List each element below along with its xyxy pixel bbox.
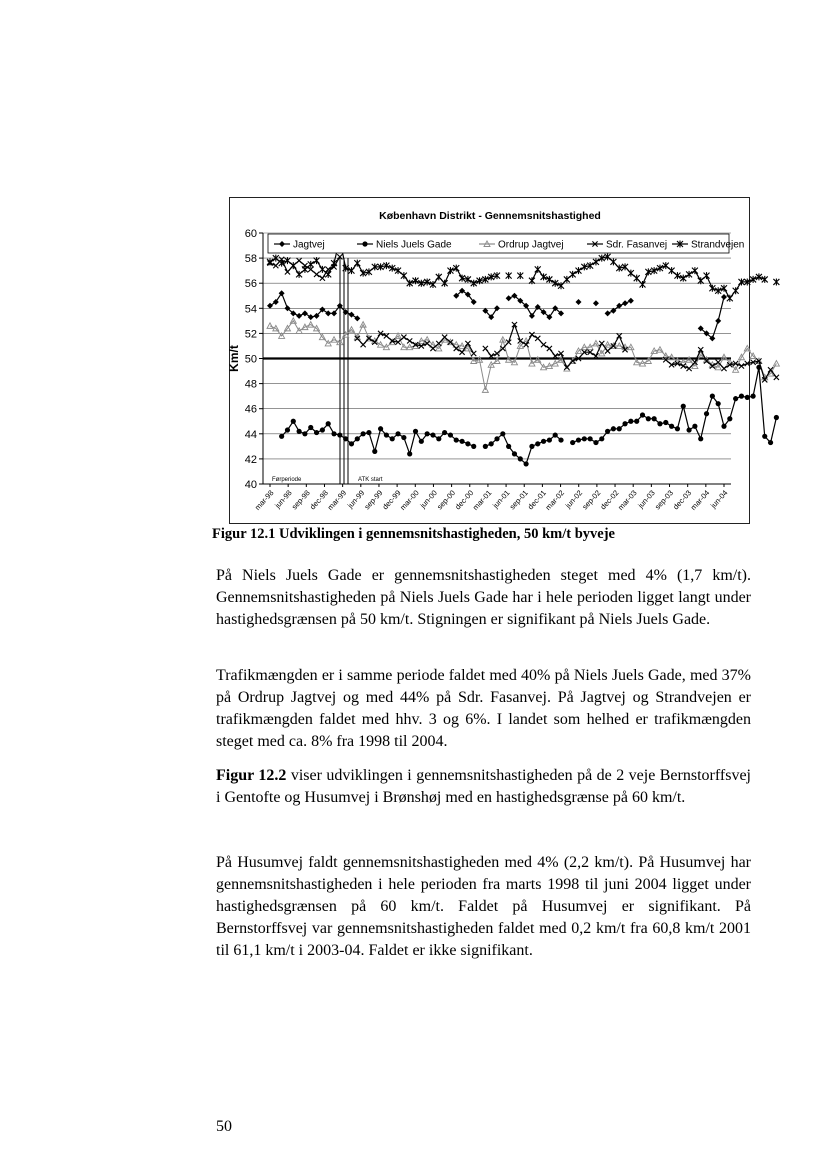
data-point bbox=[366, 430, 371, 435]
data-point bbox=[354, 315, 360, 321]
data-point bbox=[308, 314, 314, 320]
x-tick-label: jun-98 bbox=[273, 488, 294, 510]
data-point bbox=[715, 318, 721, 324]
paragraph-3 bbox=[216, 765, 751, 809]
x-tick-label: jun-03 bbox=[636, 488, 657, 510]
data-point bbox=[558, 282, 564, 289]
data-point bbox=[512, 451, 517, 456]
data-point bbox=[325, 310, 331, 316]
data-point bbox=[628, 270, 634, 277]
data-point bbox=[715, 287, 721, 294]
y-tick-label: 42 bbox=[244, 453, 257, 466]
data-point bbox=[407, 451, 412, 456]
data-point bbox=[326, 421, 331, 426]
y-tick-label: 40 bbox=[244, 479, 257, 491]
data-point bbox=[459, 439, 464, 444]
data-point bbox=[680, 275, 686, 282]
series-line bbox=[701, 297, 724, 338]
data-point bbox=[727, 295, 733, 302]
data-point bbox=[285, 427, 290, 432]
data-point bbox=[622, 421, 627, 426]
data-point bbox=[675, 426, 680, 431]
data-point bbox=[267, 258, 273, 265]
y-tick-label: 56 bbox=[244, 278, 257, 291]
data-point bbox=[774, 375, 779, 380]
y-axis-label: Km/t bbox=[227, 345, 241, 372]
data-point bbox=[506, 272, 512, 279]
paragraph-2: Trafikmængden er i samme periode faldet med 40% på Niels Juels Gade, med 37% på Ordrup Jagtvej og med 44% på Sdr. Fasanvej. På Jagtvej og Strandvejen er trafikmængden faldet med hhv. 3 og 6%. I landet som helhed er trafikmængden steget med ca. 8% fra 1998 til 2004. bbox=[216, 667, 751, 750]
data-point bbox=[308, 261, 314, 268]
data-point bbox=[576, 437, 581, 442]
data-point bbox=[529, 444, 534, 449]
data-point bbox=[657, 421, 662, 426]
data-point bbox=[395, 431, 400, 436]
data-point bbox=[343, 436, 348, 441]
data-point bbox=[459, 350, 464, 355]
paragraph-4: På Husumvej faldt gennemsnitshastigheden med 4% (2,2 km/t). På Husumvej har gennemsnitshastigheden i hele perioden fra marts 1998 til juni 2004 ligget under hastighedsgrænsen på 60 km/t. Faldet på Husumvej er signifikant. På Bernstorffsvej var gennemsnitshastigheden faldet med 0,2 km/t fra 60,8 km/t 2001 til 61,1 km/t i 2003-04. Faldet er ikke signifikant. bbox=[216, 854, 751, 959]
data-point bbox=[518, 456, 523, 461]
paragraph-3-text: viser udviklingen i gennemsnitshastigheden på de 2 veje Bernstorffsvej i Gentofte og Husumvej i Brønshøj med en hastighedsgrænse på 60 km/t. bbox=[216, 767, 752, 806]
data-point bbox=[768, 440, 773, 445]
data-point bbox=[297, 429, 302, 434]
y-tick-label: 48 bbox=[244, 378, 257, 391]
data-point bbox=[721, 366, 726, 371]
data-point bbox=[739, 394, 744, 399]
data-point bbox=[389, 265, 395, 272]
x-tick-label: mar-04 bbox=[688, 488, 712, 512]
data-point bbox=[372, 449, 377, 454]
data-point bbox=[390, 436, 395, 441]
data-point bbox=[541, 273, 547, 280]
legend-label: Strandvejen bbox=[691, 239, 745, 251]
data-point bbox=[471, 351, 476, 356]
x-tick-label: dec-98 bbox=[307, 488, 330, 512]
data-point bbox=[361, 342, 366, 347]
data-point bbox=[669, 424, 674, 429]
data-point bbox=[663, 420, 668, 425]
data-point bbox=[535, 441, 540, 446]
data-point bbox=[500, 431, 505, 436]
data-point bbox=[413, 277, 419, 284]
x-tick-label: mar-00 bbox=[398, 488, 421, 512]
data-point bbox=[558, 351, 563, 356]
data-point bbox=[500, 346, 505, 351]
data-point bbox=[751, 394, 756, 399]
annotation-pre-period: Førperiode bbox=[272, 477, 302, 483]
data-point bbox=[494, 436, 499, 441]
data-point bbox=[640, 412, 645, 417]
data-point bbox=[302, 431, 307, 436]
x-tick-label: sep-03 bbox=[652, 488, 676, 512]
data-point bbox=[541, 439, 546, 444]
data-point bbox=[302, 310, 308, 316]
data-point bbox=[745, 395, 750, 400]
x-tick-label: dec-03 bbox=[671, 488, 694, 512]
x-tick-label: sep-01 bbox=[507, 488, 530, 512]
data-point bbox=[558, 437, 563, 442]
data-point bbox=[419, 439, 424, 444]
data-point bbox=[483, 444, 488, 449]
data-point bbox=[362, 241, 367, 246]
data-point bbox=[413, 429, 418, 434]
data-point bbox=[517, 272, 523, 279]
x-tick-label: mar-98 bbox=[252, 488, 276, 512]
data-point bbox=[681, 404, 686, 409]
data-point bbox=[686, 427, 691, 432]
figure-caption: Figur 12.1 Udviklingen i gennemsnitshastigheden, 50 km/t byveje bbox=[212, 526, 615, 542]
data-point bbox=[483, 346, 488, 351]
data-point bbox=[348, 267, 354, 274]
data-point bbox=[663, 262, 669, 269]
data-point bbox=[610, 258, 616, 265]
data-point bbox=[553, 432, 558, 437]
data-point bbox=[401, 435, 406, 440]
data-point bbox=[547, 346, 552, 351]
data-point bbox=[314, 272, 319, 277]
data-point bbox=[290, 262, 296, 269]
data-point bbox=[430, 432, 435, 437]
page-number: 50 bbox=[216, 1118, 232, 1135]
x-tick-label: mar-99 bbox=[325, 488, 349, 512]
data-point bbox=[721, 424, 726, 429]
data-point bbox=[640, 281, 646, 288]
data-point bbox=[570, 271, 576, 278]
data-point bbox=[284, 257, 290, 264]
x-tick-label: mar-02 bbox=[543, 488, 567, 512]
data-point bbox=[593, 258, 599, 265]
y-tick-label: 50 bbox=[244, 353, 257, 366]
data-point bbox=[535, 336, 540, 341]
data-point bbox=[546, 276, 552, 283]
data-point bbox=[692, 267, 698, 274]
y-tick-label: 58 bbox=[244, 253, 257, 266]
data-point bbox=[296, 313, 302, 319]
data-point bbox=[588, 436, 593, 441]
data-point bbox=[582, 436, 587, 441]
series-line bbox=[509, 296, 561, 317]
data-point bbox=[704, 411, 709, 416]
data-point bbox=[453, 265, 459, 272]
data-point bbox=[425, 341, 430, 346]
x-tick-label: jun-04 bbox=[708, 488, 730, 510]
x-tick-label: dec-01 bbox=[525, 488, 548, 512]
data-point bbox=[524, 461, 529, 466]
data-point bbox=[617, 426, 622, 431]
data-point bbox=[605, 429, 610, 434]
series-line bbox=[456, 291, 473, 302]
data-point bbox=[773, 361, 779, 367]
data-point bbox=[564, 276, 570, 283]
data-point bbox=[605, 348, 610, 353]
data-point bbox=[401, 272, 407, 279]
y-tick-label: 54 bbox=[244, 303, 257, 316]
data-point bbox=[296, 271, 302, 278]
data-point bbox=[320, 276, 325, 281]
chart-title: København Distrikt - Gennemsnitshastighed bbox=[379, 210, 601, 222]
y-tick-label: 60 bbox=[244, 228, 257, 240]
data-point bbox=[297, 258, 302, 263]
data-point bbox=[337, 432, 342, 437]
data-point bbox=[506, 295, 512, 301]
data-point bbox=[634, 419, 639, 424]
data-point bbox=[320, 427, 325, 432]
x-tick-label: dec-00 bbox=[453, 488, 476, 512]
x-tick-label: jun-02 bbox=[563, 488, 585, 510]
data-point bbox=[447, 267, 453, 274]
data-point bbox=[506, 444, 511, 449]
x-tick-label: sep-99 bbox=[362, 488, 385, 512]
data-point bbox=[384, 432, 389, 437]
data-point bbox=[267, 303, 273, 309]
data-point bbox=[291, 419, 296, 424]
data-point bbox=[273, 263, 278, 268]
data-point bbox=[570, 440, 575, 445]
data-point bbox=[547, 437, 552, 442]
data-point bbox=[349, 441, 354, 446]
data-point bbox=[704, 272, 710, 279]
data-point bbox=[314, 430, 319, 435]
data-point bbox=[674, 272, 680, 279]
x-tick-label: mar-03 bbox=[616, 488, 639, 512]
data-point bbox=[692, 424, 697, 429]
data-point bbox=[430, 346, 435, 351]
data-point bbox=[425, 431, 430, 436]
data-point bbox=[430, 281, 436, 288]
data-point bbox=[762, 434, 767, 439]
data-point bbox=[599, 436, 604, 441]
y-tick-label: 44 bbox=[244, 428, 257, 441]
data-point bbox=[721, 294, 727, 300]
series-niels-juels-gade bbox=[279, 365, 779, 467]
data-point bbox=[489, 441, 494, 446]
data-point bbox=[733, 287, 739, 294]
data-point bbox=[535, 266, 541, 273]
legend-label: Ordrup Jagtvej bbox=[498, 239, 564, 251]
data-point bbox=[273, 299, 279, 305]
data-point bbox=[774, 415, 779, 420]
x-tick-label: mar-01 bbox=[470, 488, 494, 512]
data-point bbox=[465, 441, 470, 446]
data-point bbox=[686, 366, 691, 371]
data-point bbox=[448, 432, 453, 437]
data-point bbox=[331, 431, 336, 436]
data-point bbox=[593, 440, 598, 445]
annotation-atk-start: ATK start bbox=[358, 477, 383, 483]
data-point bbox=[529, 277, 535, 284]
data-point bbox=[599, 341, 604, 346]
data-point bbox=[721, 285, 727, 292]
data-point bbox=[575, 299, 581, 305]
data-point bbox=[454, 346, 459, 351]
data-point bbox=[319, 266, 325, 273]
data-point bbox=[709, 285, 715, 292]
data-point bbox=[727, 416, 732, 421]
data-point bbox=[529, 313, 535, 319]
data-point bbox=[279, 434, 284, 439]
data-point bbox=[454, 437, 459, 442]
data-point bbox=[354, 260, 360, 267]
series-line bbox=[573, 367, 777, 442]
data-point bbox=[669, 267, 675, 274]
x-tick-label: jun-99 bbox=[345, 488, 367, 510]
data-point bbox=[733, 396, 738, 401]
y-tick-label: 46 bbox=[244, 403, 257, 416]
x-tick-label: dec-99 bbox=[380, 488, 403, 512]
data-point bbox=[698, 277, 704, 284]
data-point bbox=[436, 273, 442, 280]
data-point bbox=[773, 278, 779, 285]
legend-label: Niels Juels Gade bbox=[376, 239, 452, 251]
data-point bbox=[634, 275, 640, 282]
x-tick-label: jun-00 bbox=[418, 488, 439, 510]
data-point bbox=[646, 416, 651, 421]
data-point bbox=[756, 273, 762, 280]
data-point bbox=[686, 271, 692, 278]
x-tick-label: sep-00 bbox=[435, 488, 458, 512]
data-point bbox=[384, 333, 389, 338]
legend-label: Jagtvej bbox=[293, 239, 325, 251]
data-point bbox=[355, 436, 360, 441]
data-point bbox=[436, 436, 441, 441]
legend bbox=[268, 234, 744, 253]
data-point bbox=[442, 335, 447, 340]
data-point bbox=[308, 425, 313, 430]
data-point bbox=[628, 419, 633, 424]
data-point bbox=[622, 300, 628, 306]
data-point bbox=[739, 363, 744, 368]
figure-reference: Figur 12.2 bbox=[216, 767, 287, 784]
y-tick-label: 52 bbox=[244, 328, 257, 341]
series-line bbox=[270, 321, 776, 390]
data-point bbox=[710, 394, 715, 399]
data-point bbox=[716, 401, 721, 406]
data-point bbox=[611, 426, 616, 431]
data-point bbox=[442, 430, 447, 435]
legend-label: Sdr. Fasanvej bbox=[606, 239, 668, 251]
x-tick-label: dec-02 bbox=[598, 488, 621, 512]
data-point bbox=[285, 269, 290, 274]
data-point bbox=[348, 312, 354, 318]
x-tick-label: jun-01 bbox=[490, 488, 512, 510]
data-point bbox=[378, 426, 383, 431]
data-point bbox=[529, 332, 534, 337]
data-point bbox=[657, 265, 663, 272]
data-point bbox=[302, 266, 308, 273]
data-point bbox=[395, 267, 401, 274]
data-point bbox=[698, 436, 703, 441]
data-point bbox=[750, 276, 756, 283]
paragraph-1: På Niels Juels Gade er gennemsnitshastigheden steget med 4% (1,7 km/t). Gennemsnitshastigheden på Niels Juels Gade har i hele perioden ligget langt under hastighedsgrænsen på 50 km/t. Stigningen er signifikant på Niels Juels Gade. bbox=[216, 567, 751, 628]
speed-chart bbox=[227, 198, 751, 525]
data-point bbox=[628, 298, 634, 304]
data-point bbox=[314, 257, 320, 264]
data-point bbox=[681, 363, 686, 368]
data-point bbox=[325, 271, 331, 278]
data-point bbox=[652, 416, 657, 421]
data-point bbox=[762, 276, 768, 283]
data-point bbox=[617, 333, 622, 338]
data-point bbox=[401, 335, 406, 340]
data-point bbox=[593, 300, 599, 306]
chart-frame bbox=[229, 197, 750, 524]
data-point bbox=[471, 444, 476, 449]
data-point bbox=[361, 431, 366, 436]
x-tick-label: sep-02 bbox=[580, 488, 603, 512]
data-point bbox=[605, 310, 611, 316]
data-point bbox=[541, 342, 546, 347]
data-point bbox=[575, 267, 581, 274]
data-point bbox=[407, 338, 412, 343]
x-tick-label: sep-98 bbox=[289, 488, 312, 512]
data-point bbox=[267, 323, 273, 329]
